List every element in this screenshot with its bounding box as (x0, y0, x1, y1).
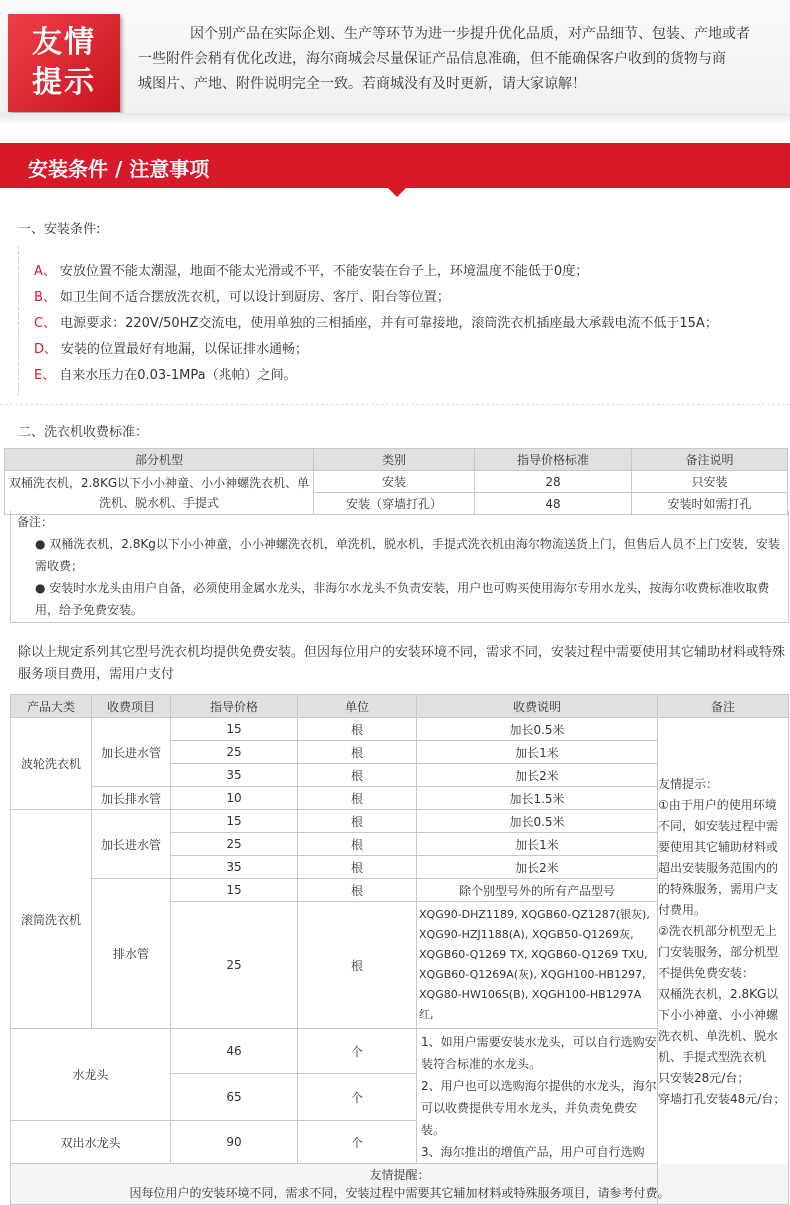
note-item: ● 安装时水龙头由用户自备，必须使用金属水龙头，非海尔水龙头不负责安装，用户也可购买使用海尔专用水龙头，按海尔收费标准收取费用，给予免费安装。 (35, 581, 770, 617)
fee-type: 安装（穿墙打孔） (314, 493, 475, 515)
item-drain: 排水管 (92, 879, 171, 1029)
fees-heading: 二、洗衣机收费标准： (18, 425, 149, 440)
desc: 加长0.5米 (417, 718, 658, 741)
unit: 根 (298, 741, 417, 764)
notice-badge (8, 14, 120, 112)
notice-banner (0, 0, 790, 125)
remark-line: 穿墙打孔安装48元/台； (658, 1092, 786, 1106)
unit: 根 (298, 787, 417, 810)
remark-line: 只安装28元/台； (658, 1071, 750, 1085)
fee-col-header: 类别 (314, 449, 475, 471)
remark-line: 友情提示： (658, 777, 719, 791)
desc: 加长1米 (417, 741, 658, 764)
tap-note: 3、海尔推出的增值产品，用户可自行选购 (421, 1145, 645, 1159)
condition-mark: E、 (34, 368, 56, 383)
tap-note: 1、如用户需要安装水龙头，可以自行选购安装符合标准的水龙头。 (421, 1035, 657, 1071)
fee-model: 双桶洗衣机，2.8KG以下小小神童、小小神螺洗衣机、单洗机、脱水机、手提式 (5, 471, 314, 515)
notice-shadow (0, 113, 790, 125)
note-title: 备注： (17, 515, 54, 529)
price: 25 (171, 902, 298, 1029)
price: 15 (171, 810, 298, 833)
condition-mark: C、 (34, 316, 57, 331)
acc-col-header: 单位 (298, 695, 417, 718)
item-outlet: 加长排水管 (92, 787, 171, 810)
footer-title: 友情提醒： (369, 1168, 430, 1182)
desc: 加长0.5米 (417, 810, 658, 833)
acc-col-header: 指导价格 (171, 695, 298, 718)
item-inlet: 加长进水管 (92, 810, 171, 879)
section-header (0, 143, 790, 188)
condition-mark: B、 (34, 290, 56, 305)
note-item: ● 双桶洗衣机，2.8Kg以下小小神童，小小神螺洗衣机，单洗机，脱水机，手提式洗衣机由海尔物流送货上门，但售后人员不上门安装，安装需收费； (35, 537, 780, 573)
price: 35 (171, 856, 298, 879)
unit: 根 (298, 833, 417, 856)
acc-col-header: 产品大类 (11, 695, 92, 718)
unit: 根 (298, 879, 417, 902)
price: 25 (171, 833, 298, 856)
remark-line: ②洗衣机部分机型无上门安装服务，部分机型不提供免费安装： (658, 924, 779, 980)
price: 15 (171, 879, 298, 902)
acc-col-header: 收费项目 (92, 695, 171, 718)
fee-price: 48 (475, 493, 632, 515)
acc-col-header: 收费说明 (417, 695, 658, 718)
accessory-table (10, 694, 789, 1205)
desc: 除个别型号外的所有产品型号 (417, 879, 658, 902)
fee-table (4, 448, 788, 515)
unit: 根 (298, 810, 417, 833)
unit: 根 (298, 902, 417, 1029)
category-tap: 水龙头 (11, 1029, 171, 1121)
condition-item (34, 364, 297, 383)
tap-note: 2、用户也可以选购海尔提供的水龙头，海尔可以收费提供专用水龙头，并负责免费安装。 (421, 1079, 657, 1137)
unit: 根 (298, 764, 417, 787)
notice-text-line: 一些附件会稍有优化改进，海尔商城会尽量保证产品信息准确，但不能确保客户收到的货物与商 (138, 51, 726, 67)
condition-mark: A、 (34, 264, 56, 279)
fee-notes (10, 511, 789, 623)
notice-text-line: 城图片、产地、附件说明完全一致。若商城没有及时更新，请大家谅解！ (138, 76, 586, 92)
price: 35 (171, 764, 298, 787)
price: 15 (171, 718, 298, 741)
desc: 加长1.5米 (417, 787, 658, 810)
section-title: 安装条件 / 注意事项 (28, 157, 210, 181)
free-install-text: 除以上规定系列其它型号洗衣机均提供免费安装。但因每位用户的安装环境不同，需求不同，安装过程中需要使用其它辅助材料或特殊服务项目费用，需用户支付 (18, 645, 786, 682)
fee-col-header: 备注说明 (632, 449, 788, 471)
remark-line: 双桶洗衣机，2.8KG以下小小神童、小小神螺洗衣机、单洗机、脱水机、手提式型洗衣机 (658, 987, 779, 1064)
tap-notes (417, 1029, 658, 1164)
unit: 根 (298, 718, 417, 741)
fee-type: 安装 (314, 471, 475, 493)
condition-text: 安放位置不能太潮湿，地面不能太光滑或不平，不能安装在台子上，环境温度不能低于0度； (59, 264, 589, 279)
condition-item (34, 286, 450, 305)
footer-text: 因每位用户的安装环境不同，需求不同，安装过程中需要其它辅加材料或特殊服务项目，请参考付费。 (129, 1186, 670, 1200)
remark-cell (658, 718, 789, 1205)
condition-item (34, 312, 718, 331)
fee-note: 只安装 (632, 471, 788, 493)
category-drum: 滚筒洗衣机 (11, 810, 92, 1029)
category-pulsator: 波轮洗衣机 (11, 718, 92, 810)
desc: 加长2米 (417, 856, 658, 879)
condition-mark: D、 (34, 342, 58, 357)
notice-badge-line2: 提示 (32, 65, 96, 100)
unit: 个 (298, 1029, 417, 1074)
condition-text: 安装的位置最好有地漏，以保证排水通畅； (61, 342, 309, 357)
fee-price: 28 (475, 471, 632, 493)
condition-text: 如卫生间不适合摆放洗衣机，可以设计到厨房、客厅、阳台等位置； (59, 290, 450, 305)
remark-line: ①由于用户的使用环境不同，如安装过程中需要使用其它辅助材料或超出安装服务范围内的的特殊服务，需用户支付费用。 (658, 798, 779, 917)
section-pointer (388, 188, 406, 197)
fee-note: 安装时如需打孔 (632, 493, 788, 515)
category-dual-tap: 双出水龙头 (11, 1121, 171, 1164)
model-list: XQG90-DHZ1189, XQGB60-QZ1287(银灰), XQG90-HZJ1188(A), XQGB50-Q1269灰, XQGB60-Q1269 TX, XQGB60-Q1269 TXU, XQGB60-Q1269A(灰), XQGH100-HB1297, XQG80-HW106S(B), XQGH100-HB1297A 红, (417, 902, 658, 1029)
condition-item (34, 260, 588, 279)
item-inlet: 加长进水管 (92, 718, 171, 787)
price: 90 (171, 1121, 298, 1164)
price: 25 (171, 741, 298, 764)
unit: 个 (298, 1121, 417, 1164)
desc: 加长1米 (417, 833, 658, 856)
unit: 根 (298, 856, 417, 879)
unit: 个 (298, 1074, 417, 1121)
price: 65 (171, 1074, 298, 1121)
price: 46 (171, 1029, 298, 1074)
notice-text-line: 因个别产品在实际企划、生产等环节为进一步提升优化品质，对产品细节、包装、产地或者 (190, 26, 750, 42)
conditions-heading: 一、安装条件: (18, 222, 101, 237)
footer-note (11, 1164, 789, 1205)
notice-badge-line1: 友情 (32, 25, 96, 60)
price: 10 (171, 787, 298, 810)
condition-text: 电源要求：220V/50HZ交流电，使用单独的三相插座，并有可靠接地，滚筒洗衣机插座最大承载电流不低于15A； (60, 316, 718, 331)
fee-col-header: 指导价格标准 (475, 449, 632, 471)
desc: 加长2米 (417, 764, 658, 787)
divider (0, 404, 790, 405)
condition-text: 自来水压力在0.03-1MPa（兆帕）之间。 (59, 368, 297, 383)
fee-col-header: 部分机型 (5, 449, 314, 471)
acc-col-header: 备注 (658, 695, 789, 718)
notice-text (138, 22, 778, 97)
condition-item (34, 338, 308, 357)
